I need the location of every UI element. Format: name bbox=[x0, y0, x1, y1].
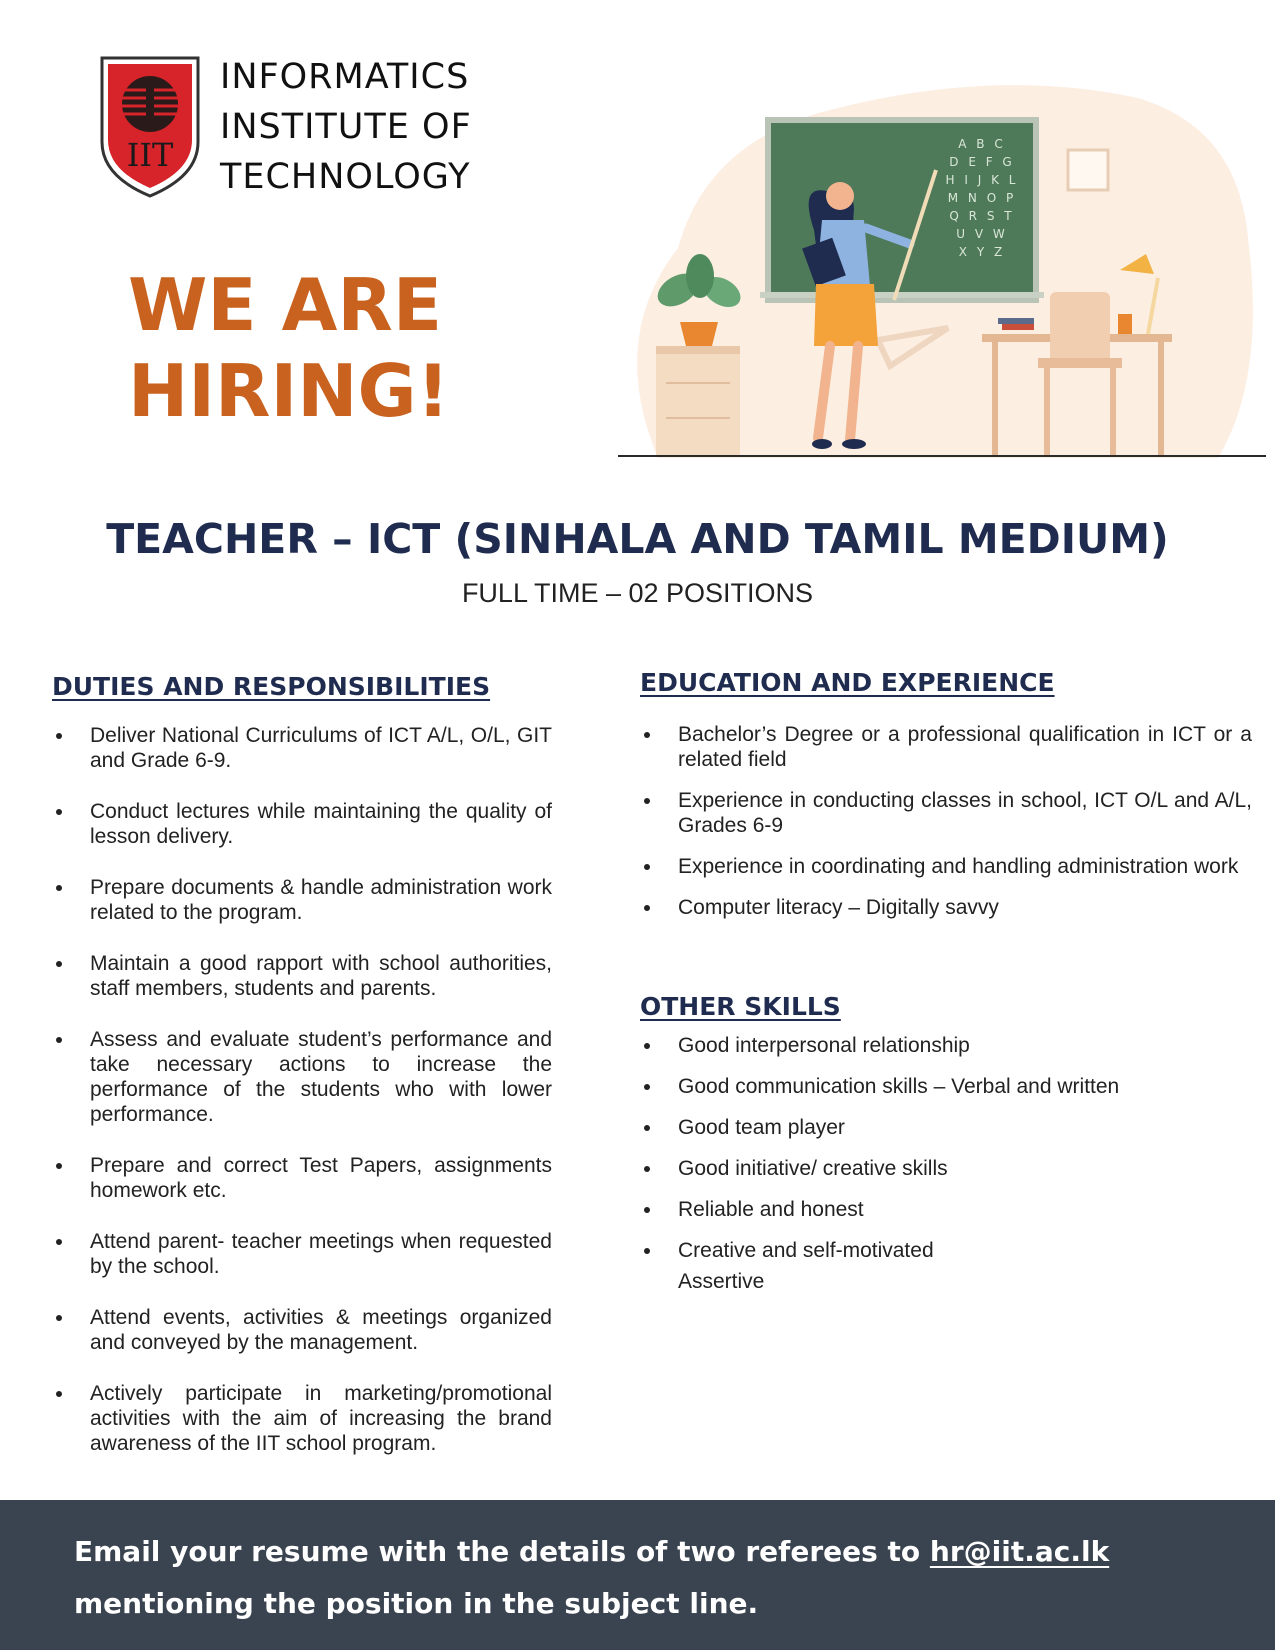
duties-heading: DUTIES AND RESPONSIBILITIES bbox=[52, 672, 491, 701]
logo-text: IIT bbox=[126, 136, 174, 174]
hiring-line-1: WE ARE bbox=[128, 263, 443, 347]
board-letters-row-5: Q R S T bbox=[949, 209, 1015, 223]
job-title: TEACHER – ICT (SINHALA AND TAMIL MEDIUM) bbox=[106, 515, 1169, 563]
footer-text bbox=[74, 1526, 1254, 1630]
org-name bbox=[220, 52, 472, 202]
footer-text-after: mentioning the position in the subject line. bbox=[74, 1587, 759, 1620]
skills-list bbox=[640, 1033, 1252, 1294]
list-item: Conduct lectures while maintaining the quality of lesson delivery. bbox=[52, 799, 552, 849]
list-item: Good initiative/ creative skills bbox=[640, 1156, 1252, 1181]
list-item: Attend parent- teacher meetings when requested by the school. bbox=[52, 1229, 552, 1279]
list-item: Creative and self-motivated bbox=[640, 1238, 1252, 1263]
list-item: Assess and evaluate student’s performance and take necessary actions to increase the performance of the students who with lower performance. bbox=[52, 1027, 552, 1127]
list-item: Attend events, activities & meetings organized and conveyed by the management. bbox=[52, 1305, 552, 1355]
list-item: Good team player bbox=[640, 1115, 1252, 1140]
org-name-line-3: TECHNOLOGY bbox=[220, 157, 471, 197]
duties-list bbox=[52, 723, 552, 1482]
list-item: Computer literacy – Digitally savvy bbox=[640, 895, 1252, 920]
hiring-line-2: HIRING! bbox=[128, 349, 450, 433]
board-letters-row-7: X Y Z bbox=[958, 245, 1006, 259]
list-item: Experience in conducting classes in school, ICT O/L and A/L, Grades 6-9 bbox=[640, 788, 1252, 838]
skills-heading: OTHER SKILLS bbox=[640, 992, 841, 1021]
board-letters-row-3: H I J K L bbox=[945, 173, 1019, 187]
list-item: Good interpersonal relationship bbox=[640, 1033, 1252, 1058]
org-name-line-1: INFORMATICS bbox=[220, 57, 470, 97]
job-subtitle: FULL TIME – 02 POSITIONS bbox=[461, 578, 814, 608]
list-item: Bachelor’s Degree or a professional qualification in ICT or a related field bbox=[640, 722, 1252, 772]
list-item: Reliable and honest bbox=[640, 1197, 1252, 1222]
list-item: Prepare documents & handle administration work related to the program. bbox=[52, 875, 552, 925]
list-item: Experience in coordinating and handling administration work bbox=[640, 854, 1252, 879]
footer-text-before: Email your resume with the details of two referees to bbox=[74, 1535, 930, 1568]
email-link[interactable]: hr@iit.ac.lk bbox=[929, 1535, 1110, 1568]
list-item: Actively participate in marketing/promotional activities with the aim of increasing the brand awareness of the IIT school program. bbox=[52, 1381, 552, 1456]
hiring-headline bbox=[128, 262, 449, 434]
board-letters bbox=[946, 137, 1019, 259]
board-letters-row-6: U V W bbox=[956, 227, 1008, 241]
education-list bbox=[640, 722, 1252, 936]
education-heading: EDUCATION AND EXPERIENCE bbox=[640, 668, 1055, 697]
iit-logo bbox=[98, 54, 202, 200]
board-letters-row-2: D E F G bbox=[949, 155, 1015, 169]
footer-banner bbox=[0, 1500, 1275, 1650]
list-item: Maintain a good rapport with school authorities, staff members, students and parents. bbox=[52, 951, 552, 1001]
board-letters-row-4: M N O P bbox=[947, 191, 1017, 205]
org-name-line-2: INSTITUTE OF bbox=[220, 107, 472, 147]
board-letters-row-1: A B C bbox=[958, 137, 1006, 151]
list-item: Good communication skills – Verbal and written bbox=[640, 1074, 1252, 1099]
list-item: Deliver National Curriculums of ICT A/L, O/L, GIT and Grade 6-9. bbox=[52, 723, 552, 773]
teacher-illustration bbox=[618, 78, 1266, 480]
skills-extra-item: Assertive bbox=[678, 1270, 765, 1293]
list-item: Prepare and correct Test Papers, assignments homework etc. bbox=[52, 1153, 552, 1203]
